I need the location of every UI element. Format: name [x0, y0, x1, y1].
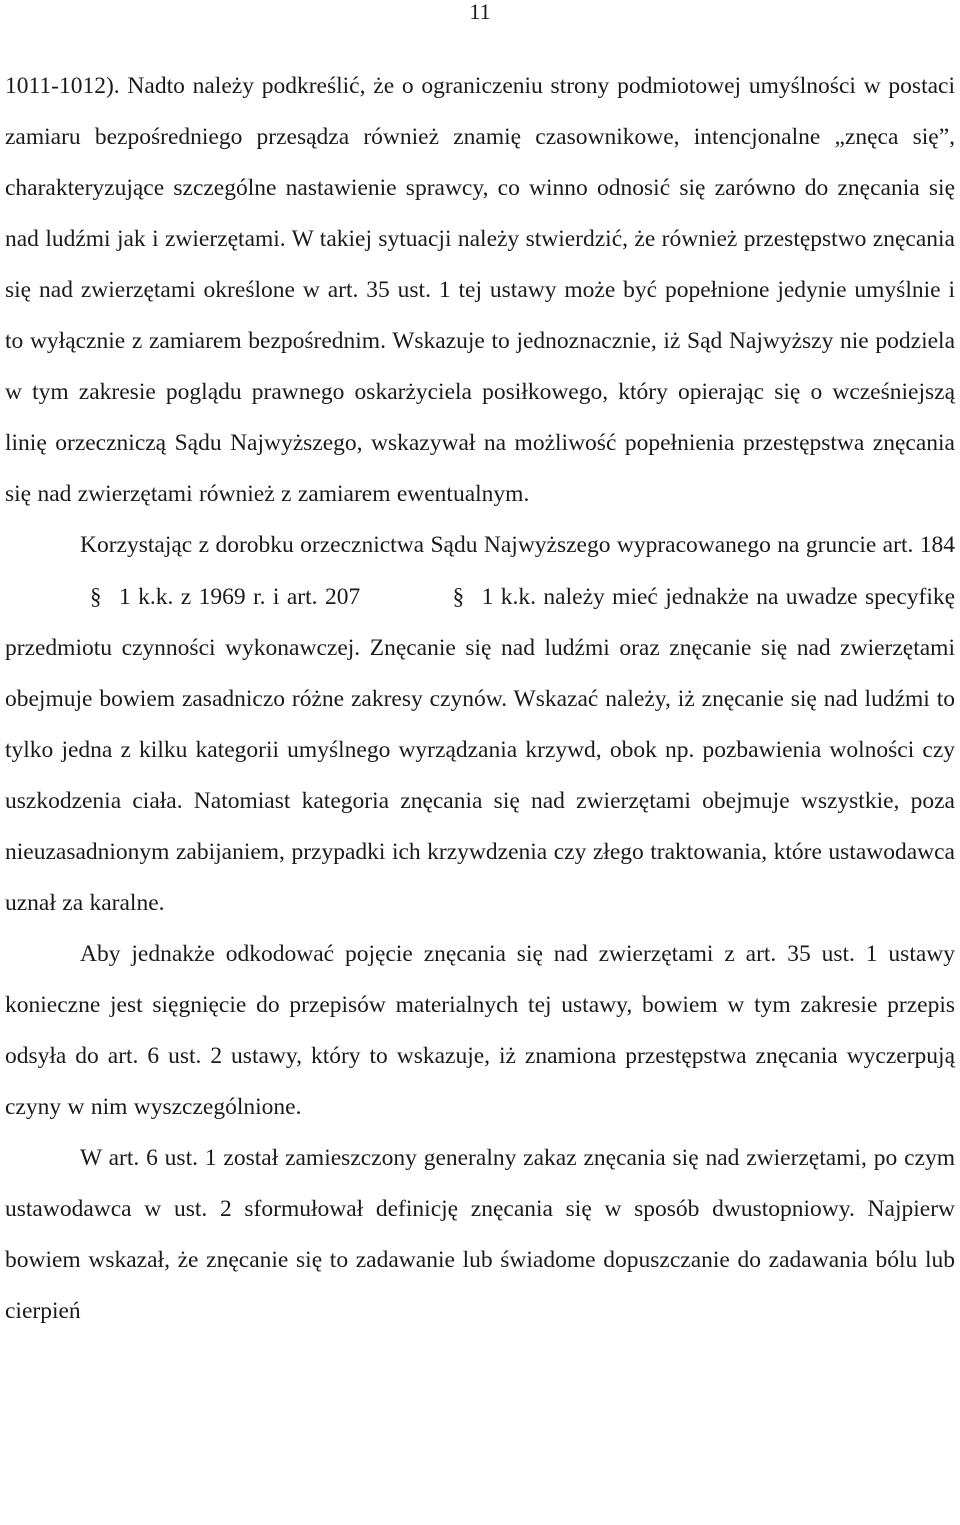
paragraph-2	[5, 520, 955, 929]
paragraph-2-part-2: 1 k.k. z 1969 r. i art. 207	[118, 584, 361, 610]
section-sign: §	[90, 584, 102, 609]
page-number	[0, 0, 960, 24]
section-sign: §	[452, 584, 465, 609]
paragraph-3: Aby jednakże odkodować pojęcie znęcania się nad zwierzętami z art. 35 ust. 1 ustawy konieczne jest sięgnięcie do przepisów materialnych tej ustawy, bowiem w tym zakresie przepis odsyła do art. 6 ust. 2 ustawy, który to wskazuje, iż znamiona przestępstwa znęcania wyczerpują czyny w nim wyszczególnione.	[5, 941, 955, 1120]
document-body	[5, 61, 955, 1337]
paragraph-1: 1011-1012). Nadto należy podkreślić, że o ograniczeniu strony podmiotowej umyślności w postaci zamiaru bezpośredniego przesądza również znamię czasownikowe, intencjonalne „znęca się”, charakteryzujące szczególne nastawienie sprawcy, co winno odnosić się zarówno do znęcania się nad ludźmi jak i zwierzętami. W takiej sytuacji należy stwierdzić, że również przestępstwo znęcania się nad zwierzętami określone w art. 35 ust. 1 tej ustawy może być popełnione jedynie umyślnie i to wyłącznie z zamiarem bezpośrednim. Wskazuje to jednoznacznie, iż Sąd Najwyższy nie podziela w tym zakresie poglądu prawnego oskarżyciela posiłkowego, który opierając się o wcześniejszą linię orzeczniczą Sądu Najwyższego, wskazywał na możliwość popełnienia przestępstwa znęcania się nad zwierzętami również z zamiarem ewentualnym.	[5, 73, 955, 507]
page-number-text: 11	[469, 0, 491, 24]
paragraph-2-part-1: Korzystając z dorobku orzecznictwa Sądu Najwyższego wypracowanego na gruncie art. 184	[80, 532, 955, 558]
paragraph-2-part-3: 1 k.k. należy mieć jednakże na uwadze specyfikę przedmiotu czynności wykonawczej. Znęcanie się nad ludźmi oraz znęcanie się nad zwierzętami obejmuje bowiem zasadniczo różne zakresy czynów. Wskazać należy, iż znęcanie się nad ludźmi to tylko jedna z kilku kategorii umyślnego wyrządzania krzywd, obok np. pozbawienia wolności czy uszkodzenia ciała. Natomiast kategoria znęcania się nad zwierzętami obejmuje wszystkie, poza nieuzasadnionym zabijaniem, przypadki ich krzywdzenia czy złego traktowania, które ustawodawca uznał za karalne.	[5, 584, 956, 916]
paragraph-4: W art. 6 ust. 1 został zamieszczony generalny zakaz znęcania się nad zwierzętami, po czym ustawodawca w ust. 2 sformułował definicję znęcania się w sposób dwustopniowy. Najpierw bowiem wskazał, że znęcanie się to zadawanie lub świadome dopuszczanie do zadawania bólu lub cierpień	[5, 1145, 955, 1324]
